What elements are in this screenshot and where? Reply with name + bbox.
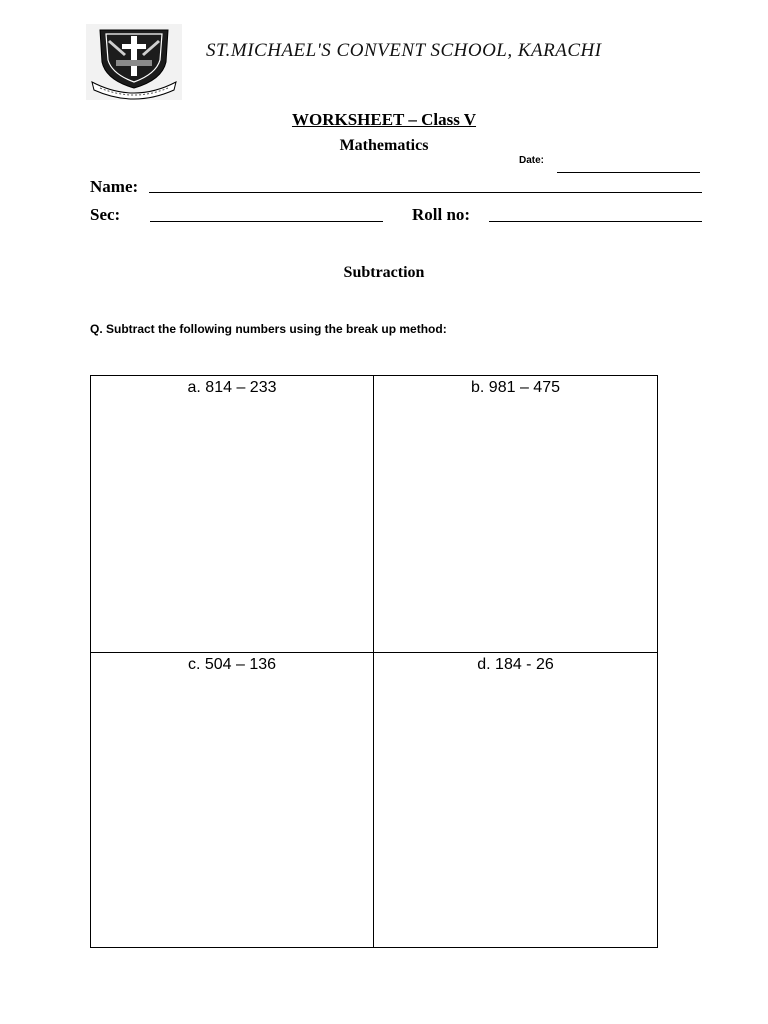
sec-field[interactable] [150, 221, 383, 222]
worksheet-title: WORKSHEET – Class V [291, 110, 477, 129]
date-field[interactable] [557, 172, 700, 173]
sec-label: Sec: [90, 205, 121, 224]
date-label: Date: [519, 155, 545, 166]
problem-label: d. 184 - 26 [477, 656, 554, 673]
problem-cell-a[interactable] [91, 376, 374, 653]
question-text: Q. Subtract the following numbers using the break up method: [90, 322, 447, 336]
problem-label: c. 504 – 136 [187, 656, 277, 673]
problem-label: b. 981 – 475 [471, 379, 560, 396]
name-field[interactable] [149, 192, 702, 193]
problem-cell-c[interactable] [91, 653, 374, 947]
name-label: Name: [90, 177, 139, 196]
school-crest-icon [86, 24, 182, 100]
problem-cell-d[interactable] [374, 653, 657, 947]
problem-cell-b[interactable] [374, 376, 657, 653]
problem-label: a. 814 – 233 [187, 379, 277, 396]
roll-no-field[interactable] [489, 221, 702, 222]
school-name: ST.MICHAEL'S CONVENT SCHOOL, KARACHI [206, 40, 602, 61]
roll-no-label: Roll no: [412, 205, 471, 224]
subject-title: Mathematics [339, 137, 429, 154]
problem-grid [90, 375, 658, 948]
section-title: Subtraction [343, 264, 425, 281]
